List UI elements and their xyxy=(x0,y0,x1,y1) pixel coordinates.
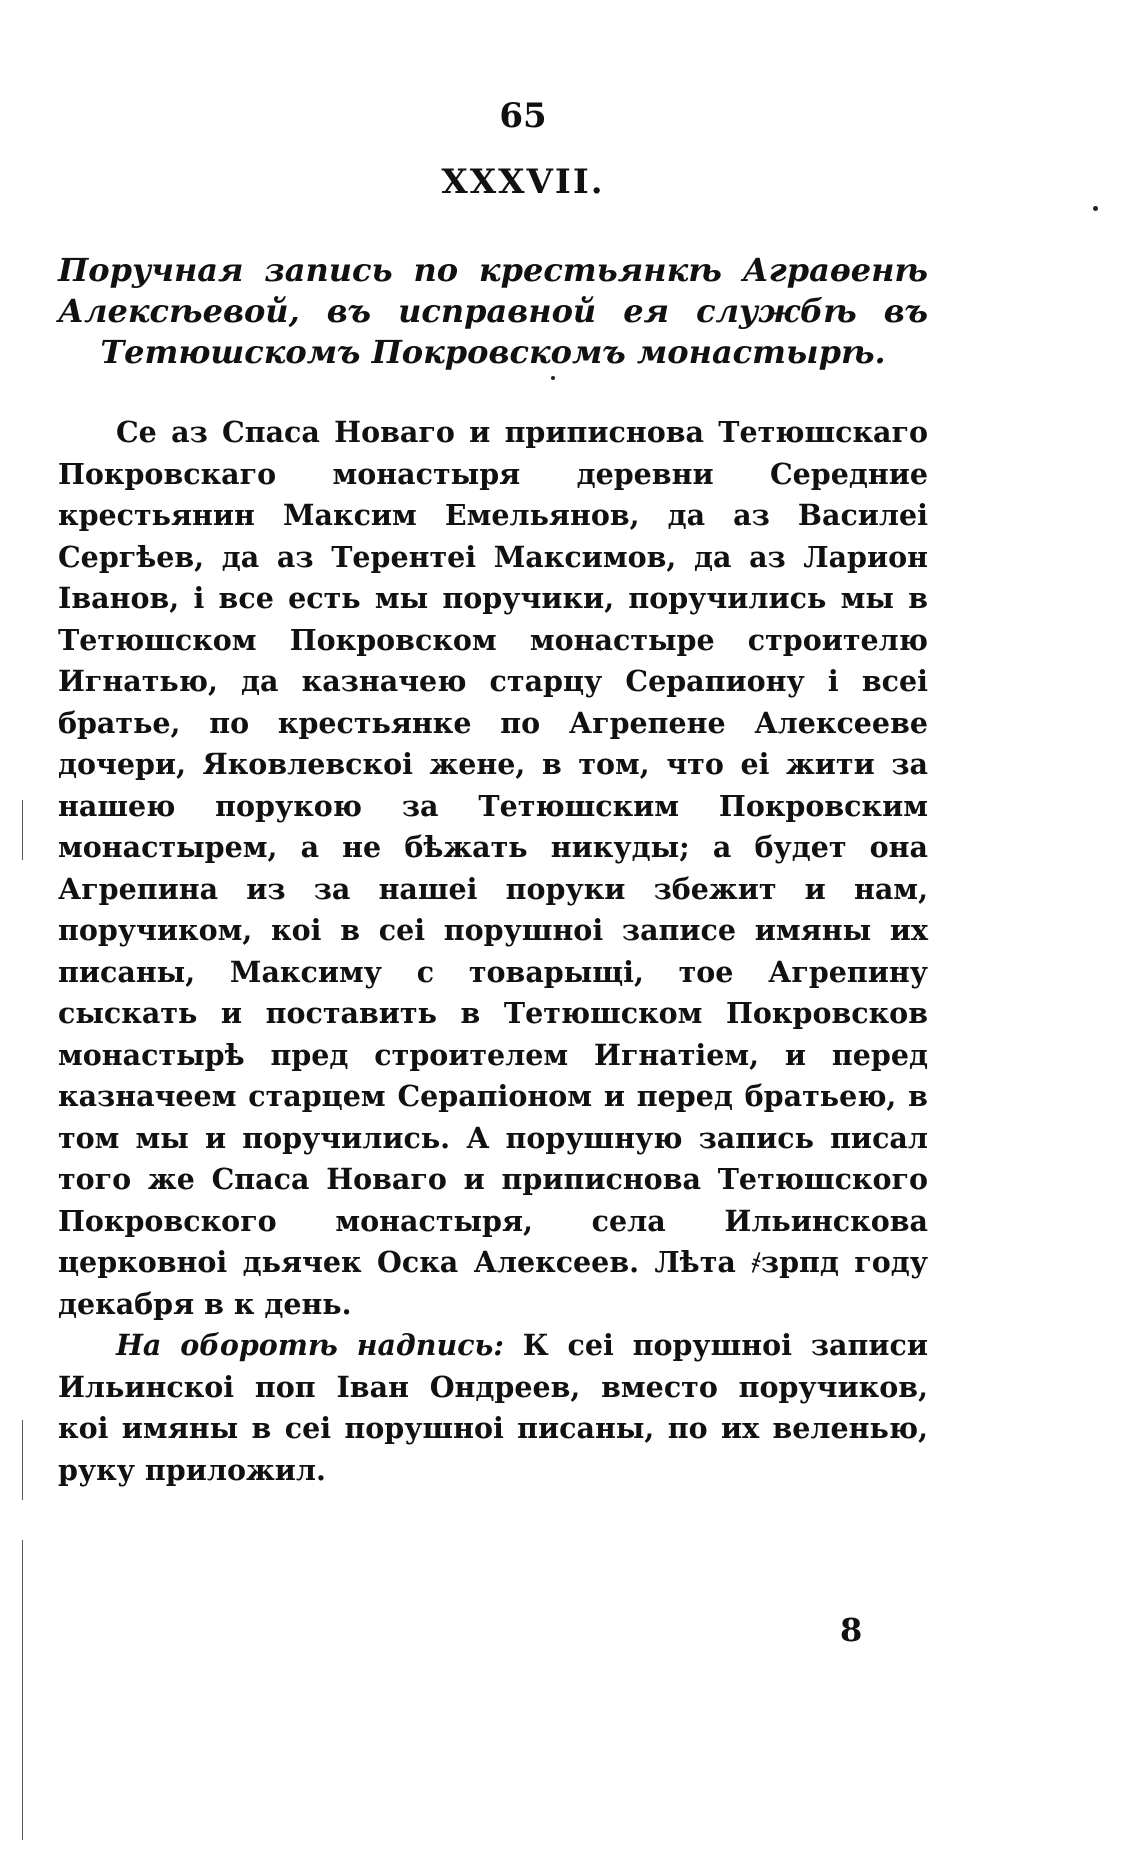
document-page xyxy=(58,0,928,1861)
margin-rule xyxy=(22,1420,23,1500)
page-number: 65 xyxy=(499,96,547,136)
signature-mark: 8 xyxy=(840,1611,863,1649)
scan-speck xyxy=(1093,206,1098,211)
scan-speck xyxy=(551,376,555,380)
reverse-label: На оборотѣ надпись: xyxy=(116,1328,504,1362)
margin-rule xyxy=(22,800,23,860)
reverse-paragraph xyxy=(58,1325,928,1491)
reverse-text: К сеі порушноі записи Ильинскоі поп Іван Ондреев, вместо поручиков, коі имяны в сеі порушноі писаны, по их веленью, руку приложил. xyxy=(58,1328,928,1487)
document-body xyxy=(58,412,928,1491)
section-number: XXXVII. xyxy=(441,162,605,202)
body-paragraph: Се аз Спаса Новаго и приписнова Тетюшскаго Покровскаго монастыря деревни Середние крестьянин Максим Емельянов, да аз Василеі Сергѣев, да аз Терентеі Максимов, да аз Ларион Іванов, і все есть мы поручики, поручились мы в Тетюшском Покровском монастыре строителю Игнатью, да казначею старцу Серапиону і всеі братье, по крестьянке по Агрепене Алексееве дочери, Яковлевскоі жене, в том, что еі жити за нашею порукою за Тетюшским Покровским монастырем, а не бѣжать никуды; а будет она Агрепина из за нашеі поруки збежит и нам, поручиком, коі в сеі порушноі записе имяны их писаны, Максиму с товарыщі, тое Агрепину сыскать и поставить в Тетюшском Покровсков монастырѣ пред строителем Игнатіем, и перед казначеем старцем Серапіоном и перед братьею, в том мы и поручились. А порушную запись писал того же Спаса Новаго и приписнова Тетюшского Покровского монастыря, села Ильинскова церковноі дьячек Оска Алексеев. Лѣта ҂зрпд году декабря в к день. xyxy=(58,415,928,1321)
document-title: Поручная запись по крестьянкѣ Аграѳенѣ Алексѣевой, въ исправной ея службѣ въ Тетюшскомъ Покровскомъ монастырѣ. xyxy=(58,251,928,371)
margin-rule xyxy=(22,1540,23,1840)
